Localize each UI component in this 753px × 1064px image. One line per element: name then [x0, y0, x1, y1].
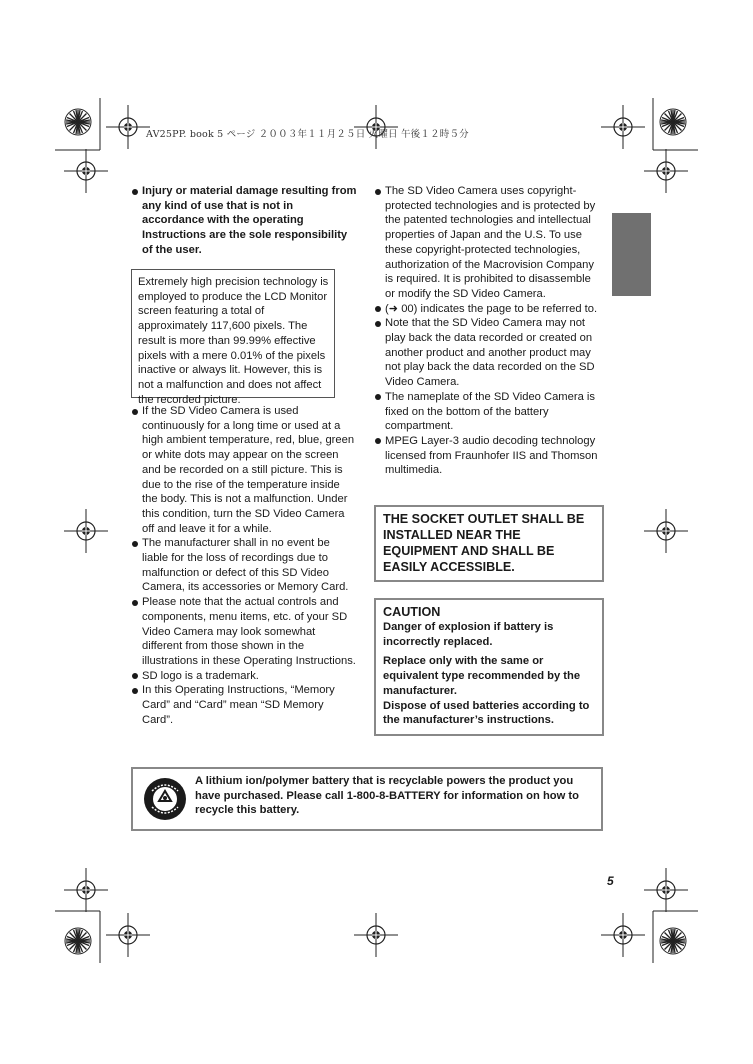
- left-column: [131, 184, 357, 258]
- caution-heading: CAUTION: [383, 605, 441, 619]
- list-item: In this Operating Instructions, “Memory Card” and “Card” mean “SD Memory Card”.: [131, 683, 357, 727]
- liability-warning: Injury or material damage resulting from any kind of use that is not in accordance with the operating Instructions are the sole responsibility of the user.: [131, 184, 357, 258]
- list-item: Please note that the actual controls and components, menu items, etc. of your SD Video Camera may look somewhat different from those shown in the illustrations in these Operating Instructions.: [131, 595, 357, 669]
- list-item: MPEG Layer-3 audio decoding technology licensed from Fraunhofer IIS and Thomson multimedia.: [374, 434, 602, 478]
- caution-line: Replace only with the same or equivalent type recommended by the manufacturer.: [383, 655, 581, 697]
- rbrc-recycle-seal-icon: [143, 777, 187, 821]
- list-item: The nameplate of the SD Video Camera is fixed on the bottom of the battery compartment.: [374, 390, 602, 434]
- recycle-text: A lithium ion/polymer battery that is recyclable powers the product you have purchased. Please call 1-800-8-BATTERY for information on how to recycle this battery.: [195, 775, 579, 817]
- print-file-header: AV25PP. book 5 ページ ２００３年１１月２５日 火曜日 午後１２時５分: [146, 129, 469, 140]
- caution-line: Danger of explosion if battery is incorrectly replaced.: [383, 621, 554, 648]
- socket-outlet-text: THE SOCKET OUTLET SHALL BE INSTALLED NEAR THE EQUIPMENT AND SHALL BE EASILY ACCESSIBLE.: [383, 512, 585, 574]
- left-bullet-list: [131, 404, 357, 727]
- list-item: SD logo is a trademark.: [131, 669, 357, 684]
- caution-line: Dispose of used batteries according to the manufacturer’s instructions.: [383, 699, 590, 727]
- section-tab: [612, 213, 651, 296]
- caution-box: [374, 598, 604, 736]
- battery-recycle-box: [131, 767, 603, 831]
- lcd-note-box: [131, 269, 335, 406]
- list-item: The manufacturer shall in no event be liable for the loss of recordings due to malfunction or defect of this SD Video Camera, its accessories or Memory Card.: [131, 536, 357, 595]
- lcd-note-text: Extremely high precision technology is employed to produce the LCD Monitor screen featuring a total of approximately 117,600 pixels. The result is more than 99.99% effective pixels with a mere 0.01% of the pixels inactive or always lit. However, this is not a malfunction and does not affect the recorded picture.: [138, 276, 329, 406]
- socket-outlet-notice: [374, 505, 604, 582]
- list-item: The SD Video Camera uses copyright-protected technologies and is protected by the patented technologies and intellectual properties of Japan and the U.S. To use these copyright-protected technologies, authorization of the Macrovision Company is required. It is prohibited to disassemble or modify the SD Video Camera.: [374, 184, 602, 302]
- list-item: If the SD Video Camera is used continuously for a long time or used at a high ambient temperature, red, blue, green or white dots may appear on the screen and be recorded on a still picture. This is due to the rise of the temperature inside the body. This is not a malfunction. Under this condition, turn the SD Video Camera off and leave it for a while.: [131, 404, 357, 536]
- list-item: Note that the SD Video Camera may not play back the data recorded or created on another product and another product may not play back the data recorded on the SD Video Camera.: [374, 316, 602, 390]
- list-item: (➜ 00) indicates the page to be referred to.: [374, 302, 602, 317]
- right-bullet-list: [374, 184, 602, 478]
- page-number: 5: [607, 874, 614, 888]
